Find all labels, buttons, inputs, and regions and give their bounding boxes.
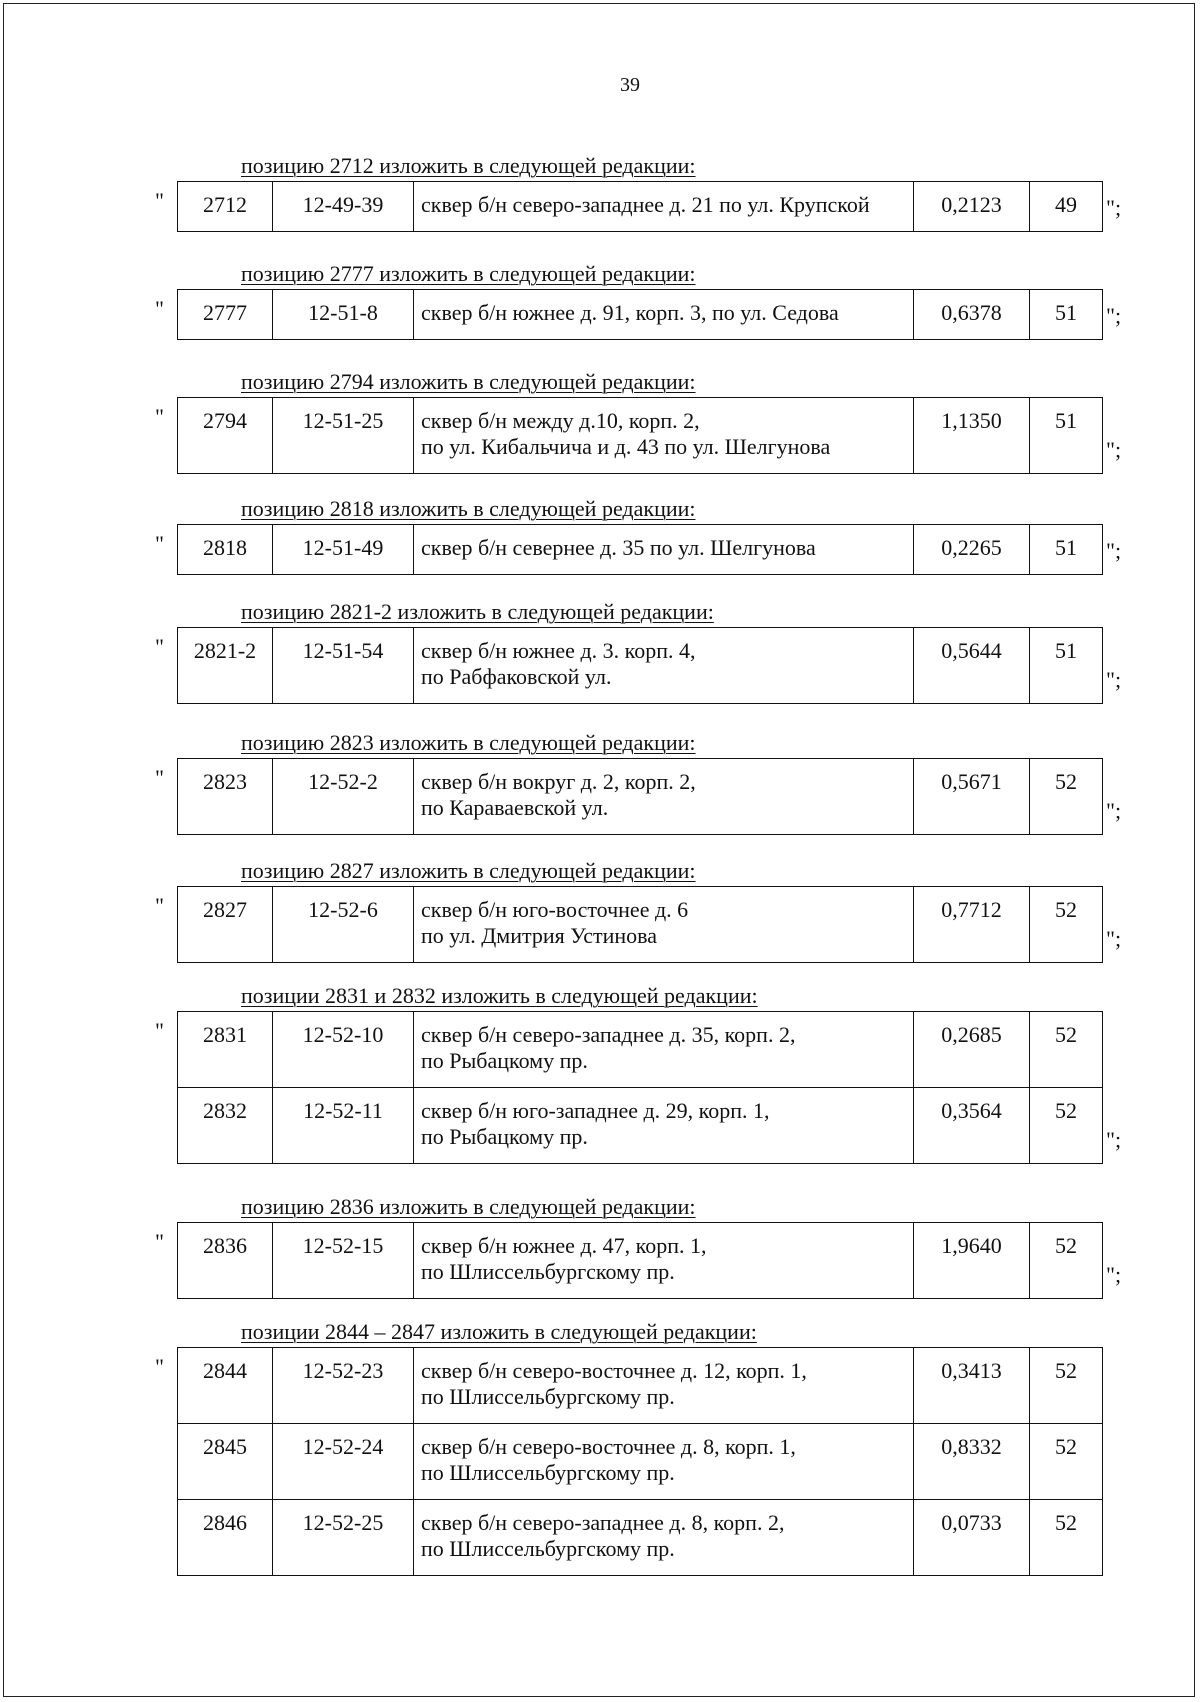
area-value: 0,6378 [914, 290, 1030, 340]
open-quote-mark: " [155, 1018, 164, 1043]
position-number: 2836 [178, 1223, 273, 1299]
map-sheet-number: 52 [1030, 759, 1103, 835]
map-sheet-number: 52 [1030, 1088, 1103, 1164]
cadastral-code: 12-51-8 [273, 290, 414, 340]
table-row [178, 1223, 1103, 1299]
object-description [414, 759, 914, 835]
cadastral-code: 12-52-15 [273, 1223, 414, 1299]
area-value: 0,7712 [914, 887, 1030, 963]
description-line: сквер б/н юго-западнее д. 29, корп. 1, [421, 1098, 770, 1123]
table-row [178, 290, 1103, 340]
area-value: 0,2265 [914, 525, 1030, 575]
description-line: сквер б/н северо-западнее д. 21 по ул. Крупской [421, 192, 870, 217]
description-line: по Шлиссельбургскому пр. [421, 1384, 675, 1409]
section-heading: позицию 2818 изложить в следующей редакции: [241, 496, 696, 521]
object-description [414, 1012, 914, 1088]
position-number: 2827 [178, 887, 273, 963]
description-line: сквер б/н южнее д. 91, корп. 3, по ул. Седова [421, 300, 839, 325]
positions-table [177, 181, 1103, 232]
table-row [178, 759, 1103, 835]
section-heading: позицию 2836 изложить в следующей редакции: [241, 1194, 696, 1219]
map-sheet-number: 49 [1030, 182, 1103, 232]
area-value: 0,2123 [914, 182, 1030, 232]
area-value: 0,0733 [914, 1500, 1030, 1576]
description-line: сквер б/н южнее д. 3. корп. 4, [421, 638, 696, 663]
section-heading: позиции 2831 и 2832 изложить в следующей редакции: [241, 983, 758, 1008]
section-heading: позицию 2821-2 изложить в следующей редакции: [241, 599, 714, 624]
position-number: 2821-2 [178, 628, 273, 704]
object-description [414, 182, 914, 232]
section-heading: позиции 2844 – 2847 изложить в следующей редакции: [241, 1319, 757, 1344]
cadastral-code: 12-51-54 [273, 628, 414, 704]
map-sheet-number: 52 [1030, 1500, 1103, 1576]
description-line: сквер б/н южнее д. 47, корп. 1, [421, 1233, 707, 1258]
cadastral-code: 12-52-6 [273, 887, 414, 963]
description-line: сквер б/н северо-западнее д. 8, корп. 2, [421, 1510, 785, 1535]
area-value: 0,2685 [914, 1012, 1030, 1088]
close-quote-mark: "; [1106, 1127, 1122, 1152]
map-sheet-number: 52 [1030, 1348, 1103, 1424]
area-value: 0,5644 [914, 628, 1030, 704]
close-quote-mark: "; [1106, 1262, 1122, 1287]
cadastral-code: 12-52-11 [273, 1088, 414, 1164]
position-number: 2844 [178, 1348, 273, 1424]
object-description [414, 1424, 914, 1500]
positions-table [177, 1347, 1103, 1576]
area-value: 1,1350 [914, 398, 1030, 474]
area-value: 0,3564 [914, 1088, 1030, 1164]
section-heading: позицию 2777 изложить в следующей редакции: [241, 261, 696, 286]
table-row [178, 1500, 1103, 1576]
description-line: сквер б/н вокруг д. 2, корп. 2, [421, 769, 696, 794]
page-number: 39 [620, 74, 640, 96]
area-value: 0,8332 [914, 1424, 1030, 1500]
table-row [178, 1424, 1103, 1500]
position-number: 2846 [178, 1500, 273, 1576]
section-heading: позицию 2823 изложить в следующей редакции: [241, 730, 696, 755]
table-row [178, 1088, 1103, 1164]
close-quote-mark: "; [1106, 667, 1122, 692]
description-line: сквер б/н северо-восточнее д. 8, корп. 1, [421, 1434, 796, 1459]
description-line: по Рыбацкому пр. [421, 1124, 588, 1149]
open-quote-mark: " [155, 893, 164, 918]
open-quote-mark: " [155, 1229, 164, 1254]
map-sheet-number: 52 [1030, 887, 1103, 963]
position-number: 2794 [178, 398, 273, 474]
description-line: по Рыбацкому пр. [421, 1048, 588, 1073]
area-value: 1,9640 [914, 1223, 1030, 1299]
close-quote-mark: "; [1106, 437, 1122, 462]
section-heading: позицию 2712 изложить в следующей редакции: [241, 153, 696, 178]
map-sheet-number: 52 [1030, 1223, 1103, 1299]
cadastral-code: 12-52-23 [273, 1348, 414, 1424]
position-number: 2818 [178, 525, 273, 575]
map-sheet-number: 52 [1030, 1012, 1103, 1088]
position-number: 2845 [178, 1424, 273, 1500]
close-quote-mark: "; [1106, 303, 1122, 328]
cadastral-code: 12-52-25 [273, 1500, 414, 1576]
table-row [178, 628, 1103, 704]
open-quote-mark: " [155, 531, 164, 556]
position-number: 2777 [178, 290, 273, 340]
table-row [178, 887, 1103, 963]
map-sheet-number: 52 [1030, 1424, 1103, 1500]
object-description [414, 525, 914, 575]
cadastral-code: 12-52-2 [273, 759, 414, 835]
section-heading: позицию 2794 изложить в следующей редакции: [241, 369, 696, 394]
open-quote-mark: " [155, 188, 164, 213]
object-description [414, 1500, 914, 1576]
close-quote-mark: "; [1106, 798, 1122, 823]
positions-table [177, 289, 1103, 340]
close-quote-mark: "; [1106, 195, 1122, 220]
area-value: 0,3413 [914, 1348, 1030, 1424]
map-sheet-number: 51 [1030, 628, 1103, 704]
table-row [178, 182, 1103, 232]
table-row [178, 525, 1103, 575]
section-heading: позицию 2827 изложить в следующей редакции: [241, 858, 696, 883]
cadastral-code: 12-51-25 [273, 398, 414, 474]
table-row [178, 1348, 1103, 1424]
description-line: сквер б/н между д.10, корп. 2, [421, 408, 700, 433]
object-description [414, 1223, 914, 1299]
description-line: сквер б/н юго-восточнее д. 6 [421, 897, 689, 922]
cadastral-code: 12-49-39 [273, 182, 414, 232]
cadastral-code: 12-51-49 [273, 525, 414, 575]
description-line: по Караваевской ул. [421, 795, 609, 820]
table-row [178, 1012, 1103, 1088]
description-line: сквер б/н севернее д. 35 по ул. Шелгунова [421, 535, 816, 560]
open-quote-mark: " [155, 765, 164, 790]
map-sheet-number: 51 [1030, 525, 1103, 575]
close-quote-mark: "; [1106, 926, 1122, 951]
positions-table [177, 524, 1103, 575]
description-line: по ул. Дмитрия Устинова [421, 923, 657, 948]
open-quote-mark: " [155, 296, 164, 321]
position-number: 2832 [178, 1088, 273, 1164]
close-quote-mark: "; [1106, 538, 1122, 563]
positions-table [177, 1011, 1103, 1164]
position-number: 2823 [178, 759, 273, 835]
description-line: по Рабфаковской ул. [421, 664, 612, 689]
positions-table [177, 627, 1103, 704]
object-description [414, 1088, 914, 1164]
positions-table [177, 397, 1103, 474]
description-line: сквер б/н северо-восточнее д. 12, корп. 1, [421, 1358, 807, 1383]
open-quote-mark: " [155, 404, 164, 429]
table-row [178, 398, 1103, 474]
map-sheet-number: 51 [1030, 398, 1103, 474]
open-quote-mark: " [155, 634, 164, 659]
description-line: по Шлиссельбургскому пр. [421, 1536, 675, 1561]
positions-table [177, 886, 1103, 963]
object-description [414, 398, 914, 474]
position-number: 2712 [178, 182, 273, 232]
positions-table [177, 758, 1103, 835]
object-description [414, 290, 914, 340]
description-line: по Шлиссельбургскому пр. [421, 1259, 675, 1284]
cadastral-code: 12-52-10 [273, 1012, 414, 1088]
map-sheet-number: 51 [1030, 290, 1103, 340]
description-line: по Шлиссельбургскому пр. [421, 1460, 675, 1485]
area-value: 0,5671 [914, 759, 1030, 835]
open-quote-mark: " [155, 1354, 164, 1379]
position-number: 2831 [178, 1012, 273, 1088]
description-line: по ул. Кибальчича и д. 43 по ул. Шелгунова [421, 434, 831, 459]
description-line: сквер б/н северо-западнее д. 35, корп. 2, [421, 1022, 796, 1047]
object-description [414, 1348, 914, 1424]
positions-table [177, 1222, 1103, 1299]
object-description [414, 628, 914, 704]
object-description [414, 887, 914, 963]
cadastral-code: 12-52-24 [273, 1424, 414, 1500]
